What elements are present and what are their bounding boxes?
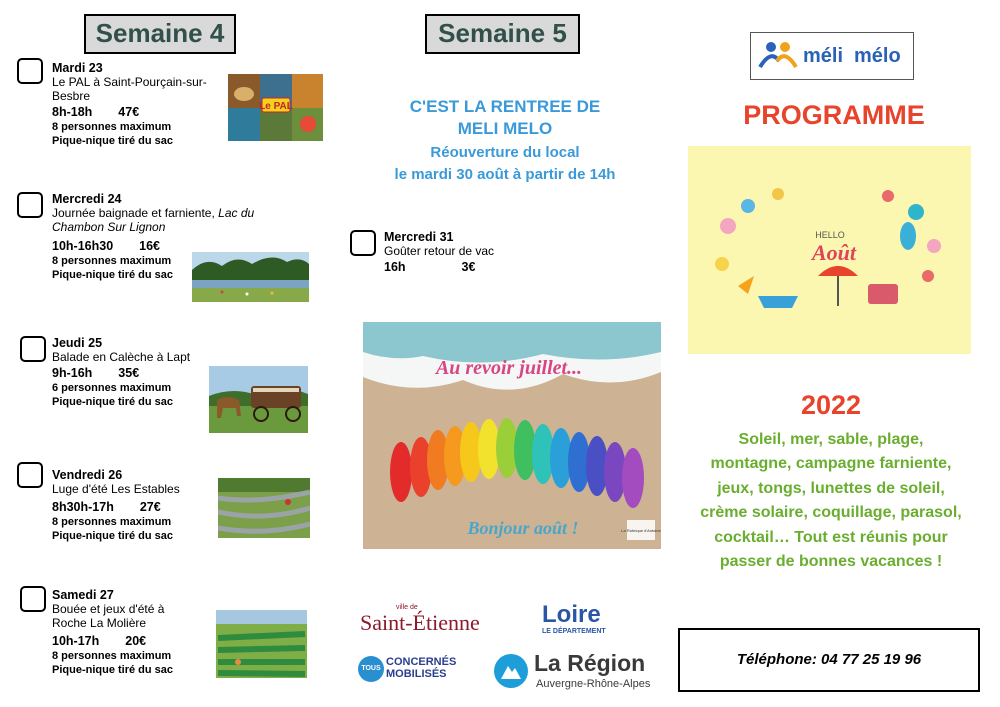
activity-time-price (52, 239, 292, 253)
rentree-line3: Réouverture du local (430, 144, 580, 161)
activity-time-price (52, 500, 222, 514)
logo-loire (542, 602, 632, 642)
aout-illustration (688, 146, 971, 354)
rentree-line4: le mardi 30 août à partir de 14h (394, 166, 616, 183)
activity-time: 8h-18h (52, 105, 93, 119)
melimelo-logo (750, 32, 914, 80)
checkbox-mercredi-24[interactable] (17, 192, 43, 218)
beach-top-text: Au revoir juillet... (435, 357, 583, 379)
activity-desc: Balade en Calèche à Lapt (52, 350, 191, 364)
activity-lunch: Pique-nique tiré du sac (52, 396, 174, 408)
activity-desc-plain: Journée baignade et farniente, (52, 206, 215, 220)
activity-time: 8h30h-17h (52, 500, 114, 514)
year: 2022 (800, 390, 862, 420)
checkbox-mardi-23[interactable] (17, 58, 43, 84)
week5-title (425, 14, 580, 54)
photo-luge (218, 478, 310, 538)
melimelo-name-b: mélo (854, 45, 901, 67)
activity-day: Vendredi 26 (52, 468, 123, 482)
logo-loire-text: Loire (542, 601, 601, 628)
logo-saint-etienne-text: Saint-Étienne (360, 610, 480, 635)
activity-time: 16h (384, 260, 406, 274)
melimelo-name-a: méli (803, 45, 844, 67)
activity-capacity: 8 personnes maximum (52, 255, 172, 267)
activity-price: 20€ (125, 634, 147, 648)
activity-lunch: Pique-nique tiré du sac (52, 135, 174, 147)
logo-tous-circle (358, 656, 384, 682)
activity-day: Jeudi 25 (52, 336, 103, 350)
activity-capacity: 6 personnes maximum (52, 382, 172, 394)
activity-price: 35€ (118, 366, 140, 380)
rentree-announcement (340, 96, 670, 186)
photo-le-pal (228, 74, 323, 141)
programme-title: PROGRAMME (743, 100, 925, 130)
beach-tag: La Rubrique d'Antoine (621, 528, 661, 533)
activity-price: 16€ (139, 239, 161, 253)
logo-la-region (494, 650, 659, 692)
rentree-line1: C'EST LA RENTREE DE (409, 97, 601, 116)
week4-title (84, 14, 236, 54)
logo-tous-text: TOUS (361, 665, 381, 672)
week5-title-text: Semaine 5 (438, 18, 567, 48)
activity-lunch: Pique-nique tiré du sac (52, 530, 174, 542)
logo-saint-etienne-small: ville de (396, 604, 418, 611)
activity-vendredi-26 (52, 468, 222, 542)
activity-capacity: 8 personnes maximum (52, 516, 172, 528)
activity-day: Mercredi 31 (384, 230, 454, 244)
activity-time-price (52, 366, 212, 380)
logo-saint-etienne (360, 600, 510, 640)
checkbox-mercredi-31[interactable] (350, 230, 376, 256)
aout-title-text: Août (811, 240, 857, 265)
activity-day: Samedi 27 (52, 588, 114, 602)
activity-time-price (384, 260, 544, 274)
activity-mercredi-31 (384, 230, 544, 274)
photo-caleche (209, 366, 308, 433)
logo-concernes-text: CONCERNÉS (386, 656, 457, 668)
beach-flipflops-image (363, 322, 661, 549)
beach-bottom-text: Bonjour août ! (467, 518, 579, 538)
activity-price: 47€ (118, 105, 140, 119)
activity-time: 9h-16h (52, 366, 93, 380)
phone-text: Téléphone: 04 77 25 19 96 (736, 651, 922, 668)
themes-text: Soleil, mer, sable, plage, montagne, campagne farniente, jeux, tongs, lunettes de soleil, crème solaire, coquillage, parasol, cocktail… Tout est réunis pour passer de bonnes vacances ! (700, 431, 962, 571)
activity-desc-italic: Lac du Chambon Sur Lignon (52, 206, 255, 234)
aout-hello-text: HELLO (815, 230, 845, 240)
melimelo-logo-icon (757, 39, 799, 75)
activity-capacity: 8 personnes maximum (52, 121, 172, 133)
activity-time-price (52, 634, 202, 648)
activity-samedi-27 (52, 588, 202, 676)
activity-time-price (52, 105, 220, 119)
activity-desc: Luge d'été Les Estables (52, 482, 180, 496)
activity-lunch: Pique-nique tiré du sac (52, 269, 174, 281)
activity-desc (52, 206, 292, 234)
photo-le-pal-sign: Le PAL (259, 101, 293, 112)
activity-price: 27€ (139, 500, 161, 514)
activity-price: 3€ (461, 260, 476, 274)
phone-box (678, 628, 980, 692)
activity-lunch: Pique-nique tiré du sac (52, 664, 174, 676)
activity-mardi-23 (52, 61, 220, 147)
checkbox-jeudi-25[interactable] (20, 336, 46, 362)
activity-capacity: 8 personnes maximum (52, 650, 172, 662)
activity-time: 10h-16h30 (52, 239, 114, 253)
activity-desc: Goûter retour de vac (384, 244, 495, 258)
photo-lac-chambon (192, 252, 309, 302)
activity-day: Mercredi 24 (52, 192, 122, 206)
activity-desc: Bouée et jeux d'été à Roche La Molière (52, 602, 165, 630)
rentree-line2: MELI MELO (457, 119, 553, 138)
logo-mobilises-text: MOBILISÉS (386, 668, 447, 680)
week4-title-text: Semaine 4 (95, 18, 225, 48)
activity-time: 10h-17h (52, 634, 100, 648)
activity-desc: Le PAL à Saint-Pourçain-sur-Besbre (52, 75, 207, 103)
logo-tous-concernes (358, 654, 468, 688)
activity-day: Mardi 23 (52, 61, 103, 75)
checkbox-vendredi-26[interactable] (17, 462, 43, 488)
logo-region-icon (494, 654, 528, 688)
checkbox-samedi-27[interactable] (20, 586, 46, 612)
logo-region-text: La Région (534, 650, 646, 676)
logo-region-sub: Auvergne-Rhône-Alpes (536, 678, 651, 690)
activity-jeudi-25 (52, 336, 212, 408)
logo-loire-sub: LE DÉPARTEMENT (542, 628, 606, 635)
photo-bouee (216, 610, 307, 678)
